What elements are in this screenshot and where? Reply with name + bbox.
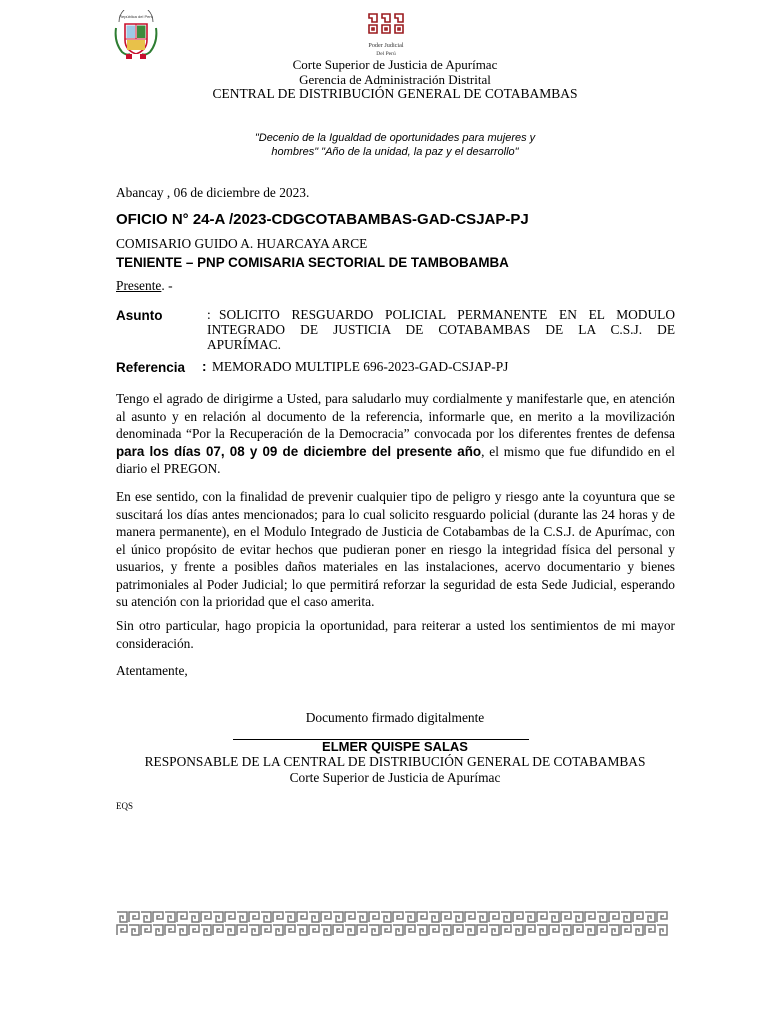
pattern-tile-icon bbox=[416, 924, 428, 936]
footer-pattern-band bbox=[116, 911, 672, 936]
pattern-tile-icon bbox=[548, 924, 560, 936]
oficio-number: OFICIO N° 24-A /2023-CDGCOTABAMBAS-GAD-CSJAP-PJ bbox=[116, 211, 529, 228]
pattern-tile-icon bbox=[632, 911, 644, 923]
pattern-tile-icon bbox=[440, 911, 452, 923]
digital-signature-note: Documento firmado digitalmente bbox=[305, 710, 485, 725]
pattern-tile-icon bbox=[296, 911, 308, 923]
pattern-tile-icon bbox=[152, 924, 164, 936]
org-line-2: Gerencia de Administración Distrital bbox=[299, 71, 491, 87]
pattern-tile-icon bbox=[476, 911, 488, 923]
presente-word: Presente bbox=[116, 278, 162, 293]
pattern-tile-icon bbox=[404, 924, 416, 936]
presente-suffix: . - bbox=[161, 278, 173, 293]
referencia-colon: : bbox=[202, 359, 207, 374]
pattern-tile-icon bbox=[332, 911, 344, 923]
pattern-tile-icon bbox=[380, 911, 392, 923]
pattern-tile-icon bbox=[416, 911, 428, 923]
pattern-tile-icon bbox=[248, 911, 260, 923]
pattern-tile-icon bbox=[248, 924, 260, 936]
initials: EQS bbox=[116, 801, 134, 811]
peru-coat-of-arms-icon bbox=[113, 10, 159, 60]
pattern-tile-icon bbox=[632, 924, 644, 936]
pattern-tile-icon bbox=[536, 911, 548, 923]
pattern-tile-icon bbox=[500, 924, 512, 936]
footer-pattern-row bbox=[116, 924, 672, 936]
closing: Atentamente, bbox=[116, 663, 188, 678]
pattern-tile-icon bbox=[488, 911, 500, 923]
pattern-tile-icon bbox=[176, 924, 188, 936]
pattern-tile-icon bbox=[212, 924, 224, 936]
pattern-tile-icon bbox=[140, 911, 152, 923]
pattern-tile-icon bbox=[380, 924, 392, 936]
pattern-tile-icon bbox=[332, 924, 344, 936]
pattern-tile-icon bbox=[224, 911, 236, 923]
pattern-tile-icon bbox=[644, 911, 656, 923]
motto-line-2: hombres" "Año de la unidad, la paz y el desarrollo" bbox=[271, 146, 519, 158]
pattern-tile-icon bbox=[608, 924, 620, 936]
pattern-tile-icon bbox=[584, 911, 596, 923]
signer-org: Corte Superior de Justicia de Apurímac bbox=[289, 770, 501, 785]
asunto-line-1: SOLICITO RESGUARDO POLICIAL PERMANENTE EN EL MODULO bbox=[219, 307, 675, 322]
org-line-1: Corte Superior de Justicia de Apurímac bbox=[292, 57, 498, 72]
pattern-tile-icon bbox=[476, 924, 488, 936]
pattern-tile-icon bbox=[308, 911, 320, 923]
pattern-tile-icon bbox=[272, 924, 284, 936]
pattern-tile-icon bbox=[584, 924, 596, 936]
body-p1-text-a: Tengo el agrado de dirigirme a Usted, para saludarlo muy cordialmente y manifestarle que, en atención al asunto y en relación al documento de la referencia, informarle que, en merito a la movilización denominada “Por la Recuperación de la Democracia” convocada por los diferentes frentes de defensa bbox=[116, 391, 675, 441]
pattern-tile-icon bbox=[524, 924, 536, 936]
referencia-value: MEMORADO MULTIPLE 696-2023-GAD-CSJAP-PJ bbox=[212, 359, 509, 374]
pattern-tile-icon bbox=[524, 911, 536, 923]
pattern-tile-icon bbox=[224, 924, 236, 936]
pattern-tile-icon bbox=[548, 911, 560, 923]
pattern-tile-icon bbox=[236, 924, 248, 936]
pattern-tile-icon bbox=[260, 911, 272, 923]
body-paragraph-1 bbox=[116, 390, 675, 478]
pattern-tile-icon bbox=[116, 924, 128, 936]
pattern-tile-icon bbox=[404, 911, 416, 923]
asunto-line-3: APURÍMAC. bbox=[207, 337, 282, 352]
presente bbox=[116, 278, 173, 294]
pattern-tile-icon bbox=[488, 924, 500, 936]
pattern-tile-icon bbox=[356, 924, 368, 936]
pattern-tile-icon bbox=[200, 911, 212, 923]
pattern-tile-icon bbox=[368, 924, 380, 936]
pj-caption-1: Poder Judicial bbox=[368, 42, 404, 49]
pattern-tile-icon bbox=[272, 911, 284, 923]
pattern-tile-icon bbox=[392, 911, 404, 923]
pattern-tile-icon bbox=[308, 924, 320, 936]
pattern-tile-icon bbox=[284, 911, 296, 923]
pattern-tile-icon bbox=[128, 911, 140, 923]
asunto-label: Asunto bbox=[116, 308, 163, 323]
signer-title: RESPONSABLE DE LA CENTRAL DE DISTRIBUCIÓN GENERAL DE COTABAMBAS bbox=[144, 754, 646, 769]
pattern-tile-icon bbox=[620, 924, 632, 936]
asunto-colon: : bbox=[207, 307, 211, 322]
org-header bbox=[0, 58, 768, 102]
pattern-tile-icon bbox=[344, 911, 356, 923]
pattern-tile-icon bbox=[560, 924, 572, 936]
pattern-tile-icon bbox=[512, 924, 524, 936]
pattern-tile-icon bbox=[452, 924, 464, 936]
pattern-tile-icon bbox=[452, 911, 464, 923]
pattern-tile-icon bbox=[572, 911, 584, 923]
motto-line-1: "Decenio de la Igualdad de oportunidades para mujeres y bbox=[254, 132, 536, 144]
pattern-tile-icon bbox=[608, 911, 620, 923]
pattern-tile-icon bbox=[164, 911, 176, 923]
poder-judicial-logo-icon bbox=[356, 10, 416, 60]
pattern-tile-icon bbox=[260, 924, 272, 936]
pattern-tile-icon bbox=[596, 911, 608, 923]
pattern-tile-icon bbox=[188, 911, 200, 923]
pattern-tile-icon bbox=[236, 911, 248, 923]
body-paragraph-2: En ese sentido, con la finalidad de prevenir cualquier tipo de peligro y riesgo ante la coyuntura que se suscitará los días antes mencionados; para lo cual solicito resguardo policial (durante las 24 horas y de manera permanente), en el Modulo Integrado de Justicia de Cotabambas de la C.S.J. de Apurímac, con el único propósito de evitar hechos que pudieran poner en riesgo la integridad física del personal y usuarios, y frente a posibles daños materiales en las instalaciones, acervo documentario y bienes patrimoniales al Poder Judicial; lo que permitirá reforzar la seguridad de esta Sede Judicial, esperando su atención con la prioridad que el caso amerita. bbox=[116, 489, 675, 609]
body-paragraph-3: Sin otro particular, hago propicia la oportunidad, para reiterar a usted los sentimientos de mi mayor consideración. bbox=[116, 618, 675, 651]
pattern-tile-icon bbox=[392, 924, 404, 936]
pattern-tile-icon bbox=[284, 924, 296, 936]
motto bbox=[0, 131, 768, 159]
pattern-tile-icon bbox=[428, 911, 440, 923]
pattern-tile-icon bbox=[560, 911, 572, 923]
pattern-tile-icon bbox=[644, 924, 656, 936]
pattern-tile-icon bbox=[296, 924, 308, 936]
pattern-tile-icon bbox=[656, 924, 668, 936]
pattern-tile-icon bbox=[596, 924, 608, 936]
pattern-tile-icon bbox=[500, 911, 512, 923]
body-p1-bold: para los días 07, 08 y 09 de diciembre del presente año bbox=[116, 443, 482, 459]
pattern-tile-icon bbox=[464, 911, 476, 923]
pattern-tile-icon bbox=[140, 924, 152, 936]
pattern-tile-icon bbox=[536, 924, 548, 936]
pattern-tile-icon bbox=[128, 924, 140, 936]
pattern-tile-icon bbox=[320, 911, 332, 923]
pattern-tile-icon bbox=[356, 911, 368, 923]
pattern-tile-icon bbox=[188, 924, 200, 936]
pj-caption-2: Del Perú bbox=[376, 51, 396, 57]
pattern-tile-icon bbox=[344, 924, 356, 936]
org-line-3: CENTRAL DE DISTRIBUCIÓN GENERAL DE COTABAMBAS bbox=[212, 86, 578, 101]
asunto-line-2: INTEGRADO DE JUSTICIA DE COTABAMBAS DE LA C.S.J. DE bbox=[207, 322, 675, 337]
pattern-tile-icon bbox=[656, 911, 668, 923]
pattern-tile-icon bbox=[572, 924, 584, 936]
pattern-tile-icon bbox=[212, 911, 224, 923]
pattern-tile-icon bbox=[176, 911, 188, 923]
referencia-label: Referencia bbox=[116, 360, 186, 375]
pattern-tile-icon bbox=[464, 924, 476, 936]
pattern-tile-icon bbox=[428, 924, 440, 936]
footer-pattern-row bbox=[116, 911, 672, 923]
pattern-tile-icon bbox=[320, 924, 332, 936]
pattern-tile-icon bbox=[200, 924, 212, 936]
pattern-tile-icon bbox=[512, 911, 524, 923]
date-line: Abancay , 06 de diciembre de 2023. bbox=[116, 185, 310, 200]
pattern-tile-icon bbox=[368, 911, 380, 923]
recipient-name: COMISARIO GUIDO A. HUARCAYA ARCE bbox=[116, 236, 368, 251]
recipient-title: TENIENTE – PNP COMISARIA SECTORIAL DE TAMBOBAMBA bbox=[116, 255, 509, 270]
pattern-tile-icon bbox=[440, 924, 452, 936]
pattern-tile-icon bbox=[620, 911, 632, 923]
body-p1-text-b: , el mismo que fue difundido en el diario el PREGON. bbox=[116, 443, 675, 476]
pattern-tile-icon bbox=[164, 924, 176, 936]
pattern-tile-icon bbox=[152, 911, 164, 923]
seal-caption: República del Perú bbox=[119, 14, 153, 19]
signer-name: ELMER QUISPE SALAS bbox=[322, 739, 468, 754]
pattern-tile-icon bbox=[116, 911, 128, 923]
